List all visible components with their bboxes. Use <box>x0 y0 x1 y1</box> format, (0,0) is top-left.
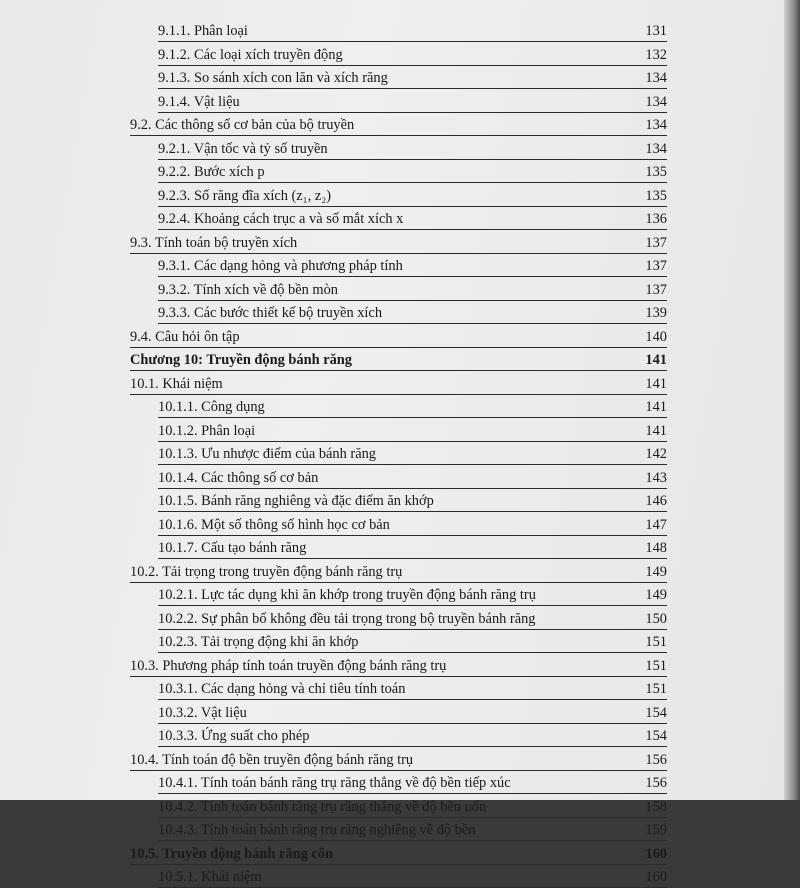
toc-leader-line <box>158 840 667 841</box>
toc-entry-page: 134 <box>645 117 667 133</box>
toc-entry[interactable] <box>158 138 667 160</box>
toc-entry[interactable] <box>158 443 667 465</box>
toc-leader-line <box>158 229 667 230</box>
toc-entry-label: 10.2.3. Tải trọng động khi ăn khớp <box>158 634 359 650</box>
toc-entry[interactable] <box>158 490 667 512</box>
toc-entry-label: 10.1.3. Ưu nhược điểm của bánh răng <box>158 446 376 462</box>
toc-entry-page: 143 <box>645 469 667 486</box>
toc-leader-line <box>130 864 667 865</box>
toc-leader-line <box>158 464 667 465</box>
toc-entry-label: 10.3.2. Vật liệu <box>158 704 247 721</box>
toc-entry-page: 135 <box>645 164 667 180</box>
toc-entry-page: 150 <box>645 610 667 627</box>
toc-entry[interactable] <box>158 772 667 794</box>
toc-entry-page: 135 <box>645 187 667 204</box>
toc-entry-label: 9.2.1. Vận tốc và tỷ số truyền <box>158 140 328 157</box>
toc-entry-label: 10.2.2. Sự phân bố không đều tải trọng trong bộ truyền bánh răng <box>158 610 536 627</box>
toc-leader-line <box>130 347 667 348</box>
toc-entry[interactable] <box>158 537 667 559</box>
toc-entry[interactable] <box>158 44 667 66</box>
toc-leader-line <box>130 394 667 395</box>
toc-leader-line <box>158 276 667 277</box>
toc-leader-line <box>158 723 667 724</box>
toc-entry-page: 160 <box>645 845 667 862</box>
toc-entry-label: 10.5.1. Khái niệm <box>158 869 262 885</box>
toc-entry-label: 9.1.4. Vật liệu <box>158 93 240 110</box>
toc-entry-page: 141 <box>645 375 667 392</box>
toc-entry-label: 10.1.6. Một số thông số hình học cơ bản <box>158 516 390 533</box>
toc-entry-page: 151 <box>645 657 667 674</box>
toc-entry-label: 9.3.1. Các dạng hỏng và phương pháp tính <box>158 258 403 274</box>
toc-entry[interactable] <box>158 20 667 42</box>
toc-entry[interactable] <box>158 302 667 324</box>
toc-entry-label: 10.4.2. Tính toán bánh răng trụ răng thẳng về độ bền uốn <box>158 798 487 815</box>
toc-entry-label: 9.3.2. Tính xích về độ bền mòn <box>158 281 338 298</box>
page-edge-shadow <box>784 0 800 800</box>
toc-entry[interactable] <box>130 655 667 677</box>
toc-leader-line <box>158 652 667 653</box>
toc-entry[interactable] <box>158 161 667 183</box>
toc-entry[interactable] <box>158 678 667 700</box>
toc-entry-label: 10.4. Tính toán độ bền truyền động bánh răng trụ <box>130 751 414 768</box>
toc-entry-label: 10.1.4. Các thông số cơ bản <box>158 469 319 486</box>
toc-entry-label: 10.1.5. Bánh răng nghiêng và đặc điểm ăn khớp <box>158 493 434 509</box>
toc-entry-label: 9.3. Tính toán bộ truyền xích <box>130 234 298 251</box>
toc-entry[interactable] <box>158 819 667 841</box>
toc-leader-line <box>158 441 667 442</box>
toc-entry-label: 10.4.1. Tính toán bánh răng trụ răng thẳng về độ bền tiếp xúc <box>158 775 511 791</box>
toc-entry-label: 10.4.3. Tính toán bánh răng trụ răng nghiêng về độ bền <box>158 822 476 838</box>
toc-leader-line <box>158 629 667 630</box>
toc-entry-page: 136 <box>645 211 667 227</box>
toc-entry-page: 132 <box>645 46 667 63</box>
toc-entry-page: 154 <box>645 704 667 721</box>
toc-leader-line <box>158 182 667 183</box>
toc-entry-page: 131 <box>645 23 667 39</box>
toc-leader-line <box>158 159 667 160</box>
toc-leader-line <box>158 417 667 418</box>
toc-entry-page: 134 <box>645 140 667 157</box>
toc-entry-page: 139 <box>645 305 667 321</box>
toc-leader-line <box>158 535 667 536</box>
toc-entry[interactable] <box>158 396 667 418</box>
toc-entry[interactable] <box>158 725 667 747</box>
toc-entry-label: 9.1.2. Các loại xích truyền động <box>158 46 343 63</box>
toc-leader-line <box>158 112 667 113</box>
toc-entry-page: 134 <box>645 70 667 86</box>
toc-entry-page: 149 <box>645 587 667 603</box>
toc-entry-page: 158 <box>645 798 667 815</box>
toc-entry-label: 9.2. Các thông số cơ bản của bộ truyền <box>130 117 355 133</box>
toc-entry-page: 134 <box>645 93 667 110</box>
toc-entry[interactable] <box>130 843 667 865</box>
toc-entry-page: 149 <box>645 563 667 580</box>
toc-entry-label: 10.1.7. Cấu tạo bánh răng <box>158 540 307 556</box>
toc-entry[interactable] <box>158 420 667 442</box>
toc-entry-page: 146 <box>645 493 667 509</box>
toc-entry-label: 9.2.4. Khoảng cách trục a và số mắt xích x <box>158 211 404 227</box>
toc-entry-page: 156 <box>645 751 667 768</box>
toc-entry-label: 10.1.1. Công dụng <box>158 399 265 415</box>
toc-entry[interactable] <box>158 866 667 888</box>
toc-leader-line <box>158 558 667 559</box>
toc-entry[interactable] <box>130 326 667 348</box>
toc-leader-line <box>130 135 667 136</box>
toc-entry[interactable] <box>158 702 667 724</box>
toc-entry-page: 160 <box>645 869 667 885</box>
toc-entry-page: 137 <box>645 234 667 251</box>
toc-entry-page: 148 <box>645 540 667 556</box>
toc-entry[interactable] <box>130 232 667 254</box>
toc-entry-label: 9.2.2. Bước xích p <box>158 164 265 180</box>
toc-entry[interactable] <box>130 114 667 136</box>
toc-entry-page: 142 <box>645 446 667 462</box>
toc-entry[interactable] <box>158 279 667 301</box>
toc-entry-page: 140 <box>645 328 667 345</box>
toc-leader-line <box>130 370 667 371</box>
toc-entry-page: 151 <box>645 634 667 650</box>
toc-entry-label: 10.3.3. Ứng suất cho phép <box>158 728 310 744</box>
toc-entry-label: 9.1.1. Phân loại <box>158 23 248 39</box>
toc-leader-line <box>130 582 667 583</box>
toc-entry[interactable] <box>130 561 667 583</box>
toc-leader-line <box>158 300 667 301</box>
toc-entry-label: 9.3.3. Các bước thiết kế bộ truyền xích <box>158 305 383 321</box>
toc-entry[interactable] <box>158 67 667 89</box>
toc-entry-label: 10.3. Phương pháp tính toán truyền động bánh răng trụ <box>130 657 447 674</box>
toc-leader-line <box>158 488 667 489</box>
toc-leader-line <box>158 511 667 512</box>
toc-entry-page: 141 <box>645 422 667 439</box>
toc-entry[interactable] <box>130 349 667 371</box>
toc-entry-page: 147 <box>645 516 667 533</box>
toc-entry-page: 141 <box>645 352 667 368</box>
toc-entry-label: 10.1. Khái niệm <box>130 375 223 392</box>
toc-entry[interactable] <box>158 467 667 489</box>
toc-entry-label: 10.2.1. Lực tác dụng khi ăn khớp trong truyền động bánh răng trụ <box>158 587 536 603</box>
toc-leader-line <box>130 676 667 677</box>
toc-leader-line <box>158 746 667 747</box>
toc-entry[interactable] <box>158 631 667 653</box>
toc-leader-line <box>158 817 667 818</box>
toc-entry[interactable] <box>158 208 667 230</box>
toc-entry[interactable] <box>158 255 667 277</box>
toc-entry-label: Chương 10: Truyền động bánh răng <box>130 352 352 368</box>
toc-entry-label: 10.3.1. Các dạng hỏng và chỉ tiêu tính toán <box>158 681 406 697</box>
toc-leader-line <box>158 699 667 700</box>
toc-leader-line <box>158 793 667 794</box>
toc-entry[interactable] <box>158 514 667 536</box>
toc-entry[interactable] <box>158 608 667 630</box>
toc-leader-line <box>158 206 667 207</box>
toc-entry-page: 137 <box>645 281 667 298</box>
toc-entry-label: 10.1.2. Phân loại <box>158 422 256 439</box>
toc-entry-page: 137 <box>645 258 667 274</box>
toc-entry-label: 10.5. Truyền động bánh răng côn <box>130 845 333 862</box>
toc-entry-label: 10.2. Tải trọng trong truyền động bánh răng trụ <box>130 563 403 580</box>
toc-entry-page: 141 <box>645 399 667 415</box>
toc-leader-line <box>158 65 667 66</box>
toc-entry-page: 151 <box>645 681 667 697</box>
toc-entry-label: 9.2.3. Số răng đĩa xích (z₁, z₂) <box>158 187 332 204</box>
toc-leader-line <box>158 323 667 324</box>
toc-leader-line <box>158 605 667 606</box>
toc-entry-label: 9.1.3. So sánh xích con lăn và xích răng <box>158 70 388 86</box>
toc-leader-line <box>130 770 667 771</box>
toc-leader-line <box>158 88 667 89</box>
toc-entry-page: 159 <box>645 822 667 838</box>
toc-entry[interactable] <box>158 584 667 606</box>
toc-leader-line <box>158 41 667 42</box>
toc-entry-label: 9.4. Câu hỏi ôn tập <box>130 328 240 345</box>
toc-entry-page: 156 <box>645 775 667 791</box>
toc-entry[interactable] <box>130 749 667 771</box>
toc-leader-line <box>130 253 667 254</box>
toc-entry[interactable] <box>158 185 667 207</box>
toc-entry[interactable] <box>130 373 667 395</box>
toc-entry-page: 154 <box>645 728 667 744</box>
toc-entry[interactable] <box>158 91 667 113</box>
toc-entry[interactable] <box>158 796 667 818</box>
